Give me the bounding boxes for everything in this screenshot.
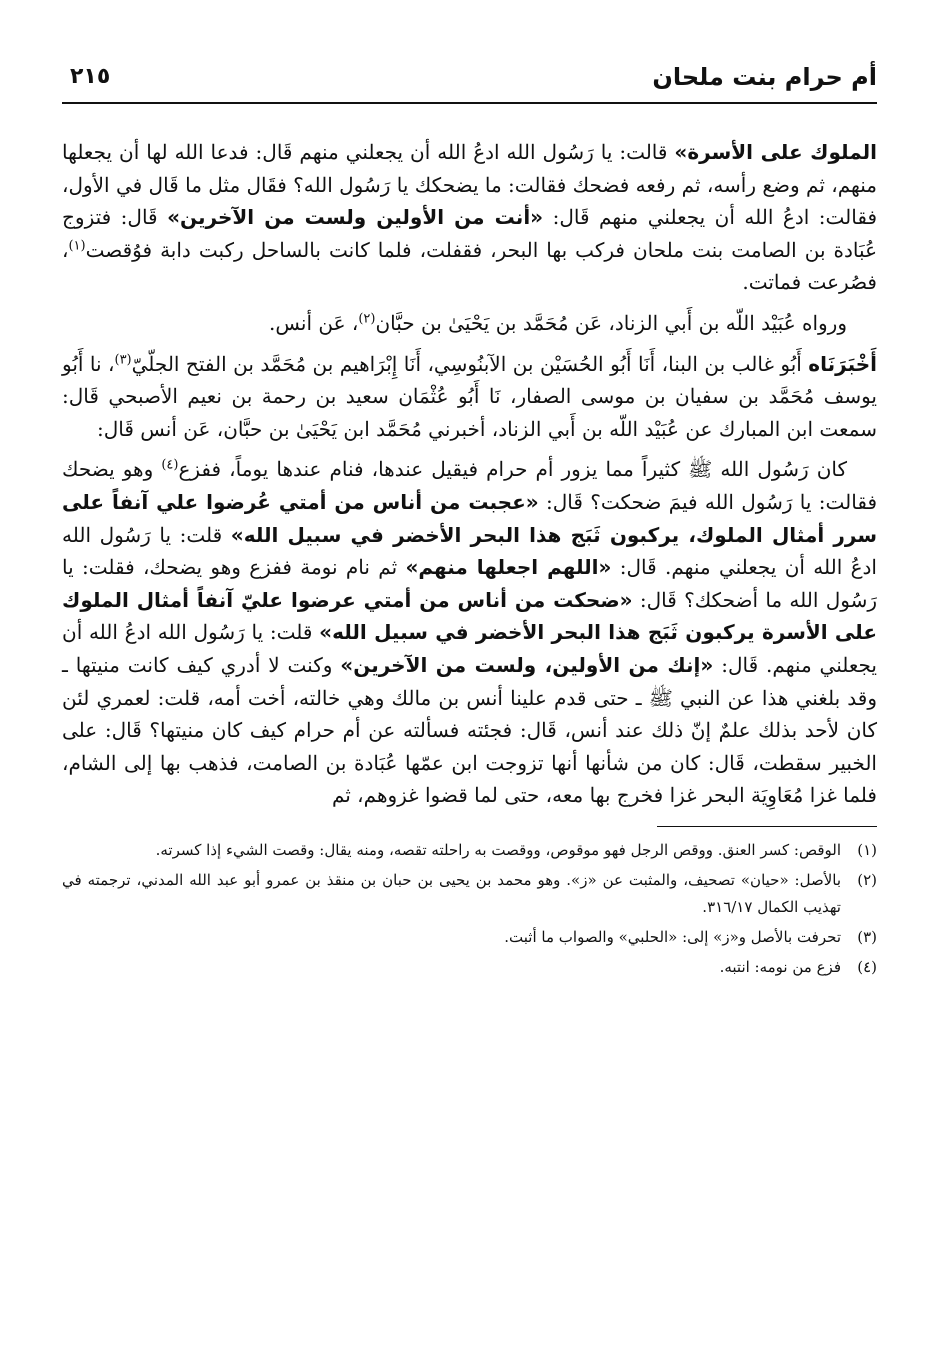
isnad-opening: أَخْبَرَنَاه xyxy=(808,351,877,376)
quote-bold: «عجبت من أناس من أمتي عُرضوا علي آنفاً على سرر أمثال الملوك، يركبون ثَبَج هذا البحر الأخضر في سبيل الله» xyxy=(62,489,878,547)
footnote-text: فزع من نومه: انتبه. xyxy=(719,957,841,976)
footnote-number: (٤) xyxy=(857,957,877,976)
footnote-number: (١) xyxy=(857,840,877,859)
quote-bold: «أنت من الأولين ولست من الآخرين» xyxy=(167,205,544,230)
text-run: ، فصُرعت فماتت. xyxy=(62,237,877,295)
footnote-number: (٣) xyxy=(857,927,877,946)
paragraph-3 xyxy=(62,348,877,446)
running-title: أم حرام بنت ملحان xyxy=(652,63,877,91)
quote-bold: الملوك على الأسرة» xyxy=(674,140,877,164)
footnote-ref-3[interactable]: (٣) xyxy=(114,351,132,367)
paragraph-1 xyxy=(62,136,877,299)
book-page xyxy=(62,58,877,1298)
text-run: وهو يضحك فقالت: يا رَسُول الله فيمَ ضحكت؟ قَال: xyxy=(62,457,878,514)
quote-bold: «إنك من الأولين، ولست من الآخرين» xyxy=(340,652,714,677)
footnote-divider xyxy=(657,826,877,827)
footnote-ref-4[interactable]: (٤) xyxy=(161,457,179,473)
footnote-ref-2[interactable]: (٢) xyxy=(358,311,376,327)
footnote-1 xyxy=(62,837,877,864)
footnote-text: تحرفت بالأصل و«ز» إلى: «الحلبي» والصواب ما أثبت. xyxy=(504,927,841,946)
paragraph-4 xyxy=(62,453,877,812)
footnotes xyxy=(62,837,877,981)
footnote-4 xyxy=(62,954,877,981)
quote-bold: «ضحكت من أناس من أمتي عرضوا عليّ آنفاً أمثال الملوك على الأسرة يركبون ثَبَج هذا البحر الأخضر في سبيل الله» xyxy=(62,587,877,645)
paragraph-2 xyxy=(62,307,877,340)
text-run: ، عَن أنس. xyxy=(269,310,359,335)
quote-bold: «اللهم اجعلها منهم» xyxy=(405,555,612,580)
footnote-3 xyxy=(62,924,877,951)
text-run: قلت: يا رَسُول الله ادعُ الله أن يجعلني منهم. قَال: xyxy=(62,620,877,677)
footnote-text: بالأصل: «حيان» تصحيف، والمثبت عن «ز». وهو محمد بن يحيى بن حبان بن منقذ بن عمرو أبو عبد الله المدني، ترجمته في تهذيب الكمال ٣١٦/١٧. xyxy=(62,870,841,916)
text-run: وكنت لا أدري كيف كانت منيتها ـ وقد بلغني هذا عن النبي ﷺ ـ حتى قدم علينا أنس بن مالك وهي خالته، أخت أمه، قلت: لعمري لئن كان لأحد بذلك علمٌ إنّ ذلك عند أنس، قَال: فجئته فسألته عن أم حرام كيف كان منيتها؟ قَال: على الخبير سقطت، قَال: كان من شأنها أنها تزوجت ابن عمّها عُبَادة بن الصامت، فذهب بها إلى الشام، فلما غزا مُعَاوِيَة البحر غزا فخرج بها معه، حتى لما قضوا غزوهم، ثم xyxy=(62,652,878,808)
running-header xyxy=(62,58,877,104)
footnote-text: الوقص: كسر العنق. ووقص الرجل فهو موقوص، ووقصت به راحلته تقصه، ومنه يقال: وقصت الشيء إذا كسرته. xyxy=(155,840,841,859)
text-run: كان رَسُول الله ﷺ كثيراً مما يزور أم حرام فيقيل عندها، فنام عندها يوماً، ففزع xyxy=(178,457,847,482)
text-run: ورواه عُبَيْد اللّه بن أَبي الزناد، عَن مُحَمَّد بن يَحْيَىٰ بن حبَّان xyxy=(375,310,847,335)
text-run: ثم نام نومة ففزع وهو يضحك، فقلت: يا رَسُول الله ما أضحكك؟ قَال: xyxy=(62,555,877,612)
text-run: أَبُو غالب بن البنا، أَنَا أَبُو الحُسَيْن بن الآبنُوسِي، أَنَا إِبْرَاهيم بن مُحَمَّد بن الفتح الجلّيّ xyxy=(131,351,809,376)
text-run: قالت: يا رَسُول الله ادعُ الله أن يجعلني منهم قَال: فدعا الله لها أن يجعلها منهم، ثم وضع رأسه، ثم رفعه فضحك فقالت: ما يضحكك يا رَسُول الله؟ فقَال مثل ما قَال في الأول، فقالت: ادعُ الله أن يجعلني منهم قَال: xyxy=(62,140,878,230)
footnote-2 xyxy=(62,867,877,921)
text-run: ، نا أَبُو يوسف مُحَمَّد بن سفيان بن موسى الصفار، نَا أَبُو عُثْمَان سعيد بن رحمة بن نعيم الأصبحي قَال: سمعت ابن المبارك عن عُبَيْد اللّه بن أَبي الزناد، أخبرني مُحَمَّد ابن يَحْيَىٰ بن حبَّان، عَن أنس قَال: xyxy=(62,351,877,441)
footnote-ref-1[interactable]: (١) xyxy=(68,238,86,254)
page-number: ٢١٥ xyxy=(70,64,111,89)
text-run: قلت: يا رَسُول الله ادعُ الله أن يجعلني منهم. قَال: xyxy=(62,522,877,580)
text-run: قَال: فتزوج عُبَادة بن الصامت بنت ملحان فركب بها البحر، فقفلت، فلما كانت بالساحل ركبت دابة فوُقصت xyxy=(62,205,877,262)
main-text xyxy=(62,136,877,812)
footnote-number: (٢) xyxy=(857,870,877,889)
